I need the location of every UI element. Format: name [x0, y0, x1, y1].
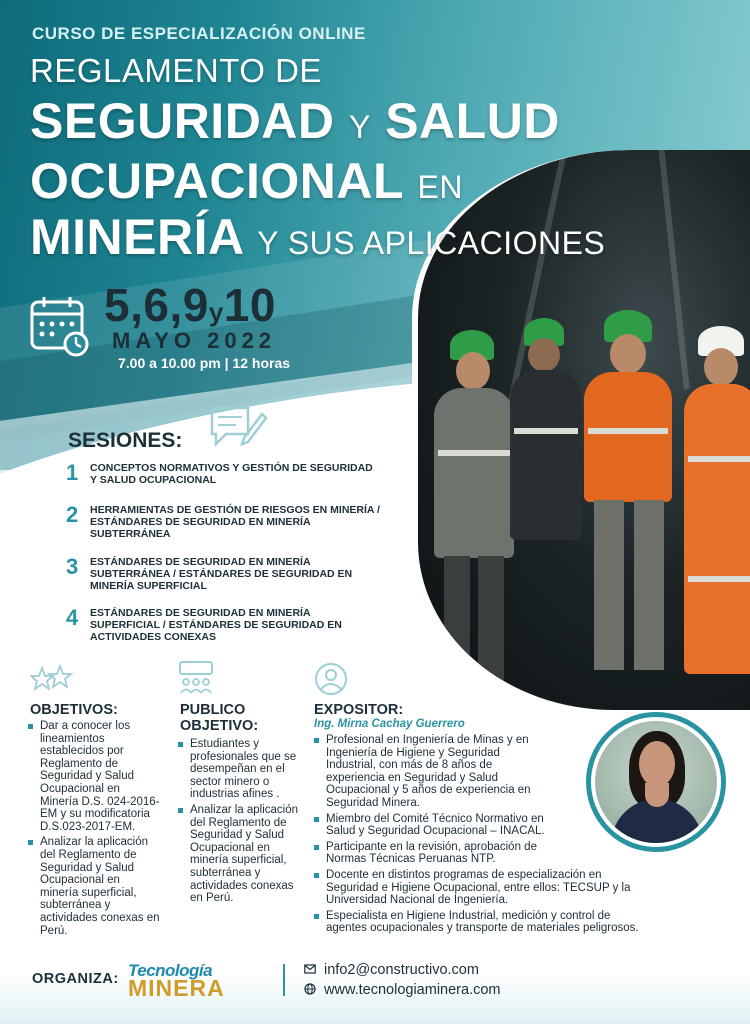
speaker-portrait: [586, 712, 726, 852]
list-item: Especialista en Higiene Industrial, medición y control de agentes ocupacionales y transporte de materiales peligrosos.: [314, 910, 650, 935]
miner-head: [610, 334, 646, 374]
session-number: 4: [66, 605, 79, 630]
list-item: Docente en distintos programas de especialización en Seguridad e Higiene Ocupacional, entre ellos: TECSUP y la Universidad Nacional de Ingeniería.: [314, 869, 644, 907]
title-line-3: [30, 152, 463, 210]
miner-figure: [680, 326, 750, 686]
miner-head: [704, 348, 738, 386]
miner-leg: [594, 500, 624, 670]
reflective-strip: [688, 576, 750, 582]
course-type-label: CURSO DE ESPECIALIZACIÓN ONLINE: [32, 24, 366, 43]
session-text: HERRAMIENTAS DE GESTIÓN DE RIESGOS EN MINERÍA / ESTÁNDARES DE SEGURIDAD EN MINERÍA SUBTERRÁNEA: [90, 504, 380, 540]
miner-figure: [506, 318, 586, 658]
audience-icon: [178, 660, 214, 696]
title-word: Y: [348, 109, 371, 145]
speaker-bio-list: [314, 734, 639, 938]
note-pencil-icon: [208, 404, 268, 450]
globe-icon: [304, 983, 316, 995]
audience-title-line: PUBLICO: [180, 702, 246, 718]
organizer-logo-bottom: MINERA: [128, 975, 225, 1001]
list-item: Participante en la revisión, aprobación de Normas Técnicas Peruanas NTP.: [314, 841, 576, 866]
audience-title: [180, 702, 258, 734]
list-item: Profesional en Ingeniería de Minas y en Ingeniería de Higiene y Seguridad Industrial, con más de 8 años de experiencia en Seguridad y Salud Ocupacional y 5 años de experiencia en Seguridad Minera.: [314, 734, 552, 810]
portrait-background: [595, 721, 717, 843]
course-dates: [104, 278, 276, 332]
objectives-title: OBJETIVOS:: [30, 702, 118, 718]
date-connector: y: [208, 297, 224, 327]
list-item: Dar a conocer los lineamientos establecidos por Reglamento de Seguridad y Salud Ocupacional en Minería D.S. 024-2016-EM y su modificatoria D.S.023-2017-EM.: [28, 720, 160, 833]
miner-head: [528, 338, 560, 372]
miner-body: [434, 388, 514, 558]
title-line-2: [30, 92, 560, 150]
reflective-strip: [514, 428, 578, 434]
session-number: 1: [66, 460, 79, 485]
user-icon: [314, 662, 348, 696]
course-month: MAYO 2022: [112, 328, 277, 353]
organizer-label: ORGANIZA:: [32, 971, 119, 987]
reflective-strip: [688, 456, 750, 462]
calendar-clock-icon: [30, 294, 90, 358]
sessions-title: SESIONES:: [68, 429, 183, 452]
title-word: EN: [417, 169, 463, 205]
course-last-day: 10: [223, 279, 276, 331]
session-text: CONCEPTOS NORMATIVOS Y GESTIÓN DE SEGURIDAD Y SALUD OCUPACIONAL: [90, 462, 373, 486]
portrait-neck: [645, 783, 669, 807]
organizer-logo-top: Tecnología: [128, 961, 213, 980]
title-word: OCUPACIONAL: [30, 153, 404, 209]
miner-body: [510, 370, 582, 540]
miner-body: [684, 384, 750, 674]
list-item: Miembro del Comité Técnico Normativo en Salud y Seguridad Ocupacional – INACAL.: [314, 813, 576, 838]
miner-figure: [428, 330, 518, 690]
reflective-strip: [588, 428, 668, 434]
miner-figure: [578, 310, 678, 680]
footer-divider: [283, 964, 285, 996]
portrait-face: [639, 741, 675, 787]
list-item: Analizar la aplicación del Reglamento de Seguridad y Salud Ocupacional en minería superficial, subterránea y actividades conexas en Perú.: [28, 836, 160, 937]
title-line-4: [30, 208, 605, 266]
title-word: SALUD: [385, 93, 560, 149]
miner-leg: [444, 556, 470, 686]
course-days: 5,6,9: [104, 279, 209, 331]
website-text[interactable]: www.tecnologiaminera.com: [324, 982, 501, 998]
title-word: Y SUS APLICACIONES: [257, 225, 606, 261]
miner-leg: [478, 556, 504, 686]
session-number: 3: [66, 554, 79, 579]
reflective-strip: [438, 450, 510, 456]
speaker-title: EXPOSITOR:: [314, 702, 404, 718]
miner-body: [584, 372, 672, 502]
list-item: Estudiantes y profesionales que se desempeñan en el sector minero o industrias afines .: [178, 738, 302, 801]
miner-head: [456, 352, 490, 390]
email-text[interactable]: info2@constructivo.com: [324, 962, 479, 978]
title-line-1: REGLAMENTO DE: [30, 52, 322, 89]
miner-leg: [634, 500, 664, 670]
audience-list: [178, 738, 302, 908]
session-text: ESTÁNDARES DE SEGURIDAD EN MINERÍA SUPERFICIAL / ESTÁNDARES DE SEGURIDAD EN ACTIVIDADES CONEXAS: [90, 607, 342, 643]
title-word: MINERÍA: [30, 209, 243, 265]
course-hours: 7.00 a 10.00 pm | 12 horas: [118, 355, 291, 371]
audience-title-line: OBJETIVO:: [180, 718, 259, 734]
mail-icon: [304, 963, 316, 975]
stars-icon: [30, 664, 74, 692]
contact-website[interactable]: [304, 982, 501, 998]
speaker-name: Ing. Mirna Cachay Guerrero: [314, 718, 465, 730]
session-text: ESTÁNDARES DE SEGURIDAD EN MINERÍA SUBTERRÁNEA / ESTÁNDARES DE SEGURIDAD EN MINERÍA SUPERFICIAL: [90, 556, 353, 592]
title-word: SEGURIDAD: [30, 93, 335, 149]
list-item: Analizar la aplicación del Reglamento de Seguridad y Salud Ocupacional en minería superficial, subterránea y actividades conexas en Perú.: [178, 804, 302, 905]
contact-email[interactable]: [304, 962, 479, 978]
session-number: 2: [66, 502, 79, 527]
objectives-list: [28, 720, 160, 940]
